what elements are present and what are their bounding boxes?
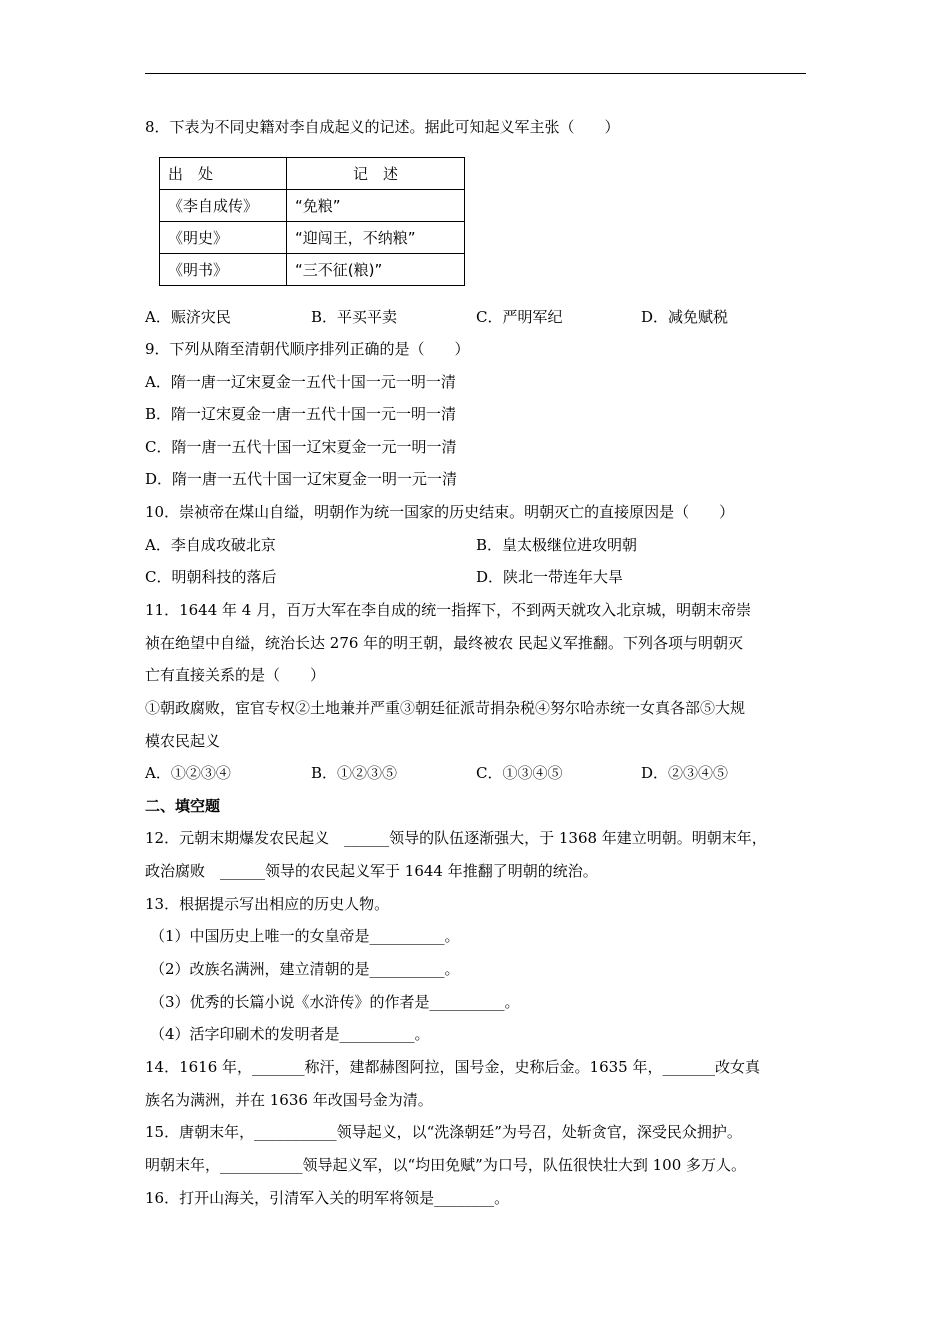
q9-option-b: B．隋一辽宋夏金一唐一五代十国一元一明一清 (145, 405, 457, 423)
q11-stem-line: ①朝政腐败，宦官专权②土地兼并严重③朝廷征派苛捐杂税④努尔哈赤统一女真各部⑤大规 (145, 699, 746, 717)
q13-item: （1）中国历史上唯一的女皇帝是__________。 (150, 927, 460, 945)
table-header-row (160, 158, 465, 190)
table-cell: “三不征(粮)” (287, 254, 465, 286)
q9-option-d: D．隋一唐一五代十国一辽宋夏金一明一元一清 (145, 470, 458, 488)
table-row (160, 222, 465, 254)
q8-option-b: B．平买平卖 (311, 308, 398, 326)
q11-option-c: C．①③④⑤ (476, 764, 563, 782)
q10-option-b: B．皇太极继位进攻明朝 (476, 536, 638, 554)
q11-option-d: D．②③④⑤ (641, 764, 729, 782)
q13-item: （4）活字印刷术的发明者是__________。 (150, 1025, 430, 1043)
table-cell: 《明史》 (160, 222, 287, 254)
table-header-record: 记 述 (287, 158, 465, 190)
section-heading: 二、填空题 (145, 797, 221, 815)
q14-line: 14．1616 年，_______称汗，建都赫图阿拉，国号金，史称后金。1635 年，_______改女真 (145, 1058, 760, 1076)
table-cell: “免粮” (287, 190, 465, 222)
q11-stem-line: 11．1644 年 4 月，百万大军在李自成的统一指挥下，不到两天就攻入北京城，明朝末帝崇 (145, 601, 752, 619)
table-header-source: 出 处 (160, 158, 287, 190)
q8-stem: 8．下表为不同史籍对李自成起义的记述。据此可知起义军主张（ ） (145, 118, 620, 136)
q8-option-c: C．严明军纪 (476, 308, 563, 326)
q13-stem: 13．根据提示写出相应的历史人物。 (145, 895, 390, 913)
q12-line: 政治腐败 ______领导的农民起义军于 1644 年推翻了明朝的统治。 (145, 862, 598, 880)
table-cell: “迎闯王，不纳粮” (287, 222, 465, 254)
q9-option-a: A．隋一唐一辽宋夏金一五代十国一元一明一清 (145, 373, 456, 391)
q11-stem-line: 祯在绝望中自缢，统治长达 276 年的明王朝，最终被农 民起义军推翻。下列各项与明朝灭 (145, 634, 743, 652)
q11-option-b: B．①②③⑤ (311, 764, 398, 782)
q14-line: 族名为满洲，并在 1636 年改国号金为清。 (145, 1091, 433, 1109)
q10-stem: 10．崇祯帝在煤山自缢，明朝作为统一国家的历史结束。明朝灭亡的直接原因是（ ） (145, 503, 735, 521)
q11-option-a: A．①②③④ (145, 764, 231, 782)
q10-option-d: D．陕北一带连年大旱 (476, 568, 624, 586)
q9-stem: 9．下列从隋至清朝代顺序排列正确的是（ ） (145, 340, 470, 358)
q10-option-c: C．明朝科技的落后 (145, 568, 277, 586)
q15-line: 15．唐朝末年，___________领导起义，以“洗涤朝廷”为号召，处斩贪官，深受民众拥护。 (145, 1123, 742, 1141)
q13-item: （2）改族名满洲，建立清朝的是__________。 (150, 960, 460, 978)
q8-option-a: A．赈济灾民 (145, 308, 231, 326)
q13-item: （3）优秀的长篇小说《水浒传》的作者是__________。 (150, 993, 520, 1011)
table-cell: 《李自成传》 (160, 190, 287, 222)
q8-option-d: D．减免赋税 (641, 308, 729, 326)
q15-line: 明朝末年，___________领导起义军，以“均田免赋”为口号，队伍很快壮大到 100 多万人。 (145, 1156, 747, 1174)
q10-option-a: A．李自成攻破北京 (145, 536, 276, 554)
table-row (160, 190, 465, 222)
table-row (160, 254, 465, 286)
table-cell: 《明书》 (160, 254, 287, 286)
q12-line: 12．元朝末期爆发农民起义 ______领导的队伍逐渐强大，于 1368 年建立明朝。明朝末年， (145, 829, 767, 847)
q11-stem-line: 模农民起义 (145, 732, 221, 750)
q11-stem-line: 亡有直接关系的是（ ） (145, 666, 326, 684)
header-rule (145, 73, 806, 74)
q8-source-table (159, 157, 465, 286)
q16-stem: 16．打开山海关，引清军入关的明军将领是________。 (145, 1189, 510, 1207)
q9-option-c: C．隋一唐一五代十国一辽宋夏金一元一明一清 (145, 438, 457, 456)
